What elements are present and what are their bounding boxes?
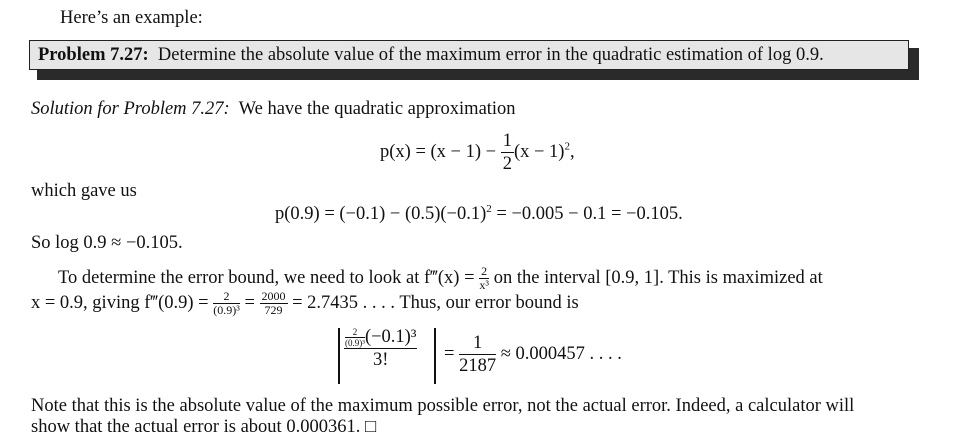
para-line1-a: To determine the error bound, we need to look at f‴(x) = xyxy=(58,267,475,288)
eq2-lhs: p(0.9) = (−0.1) − (0.5)(−0.1) xyxy=(275,204,487,224)
eq1-den: 2 xyxy=(502,154,512,174)
solution-label: Solution for Problem 7.27: xyxy=(31,99,230,119)
para-line2-f2-den: 729 xyxy=(264,303,283,317)
para-line2-eq: = xyxy=(244,292,255,313)
para-line1-b: on the interval [0.9, 1]. This is maximized at xyxy=(493,267,823,288)
eq2-rhs: = −0.005 − 0.1 = −0.105. xyxy=(491,204,683,224)
eq3-big-fraction xyxy=(344,326,417,371)
intro-text: Here’s an example: xyxy=(60,8,203,28)
note-line2-text: show that the actual error is about 0.000361. xyxy=(31,417,361,437)
note-line-1: Note that this is the absolute value of the maximum possible error, not the actual error. Indeed, a calculator will xyxy=(31,396,855,416)
absolute-bar-left xyxy=(338,328,340,384)
eq1-rhs: (x − 1) xyxy=(513,141,565,162)
so-line: So log 0.9 ≈ −0.105. xyxy=(31,233,183,253)
eq3-times: (−0.1)³ xyxy=(364,327,417,347)
eq3-eq: = xyxy=(444,343,455,364)
para-line1-num: 2 xyxy=(481,264,488,278)
eq3-approx: ≈ 0.000457 . . . . xyxy=(500,343,622,364)
eq3-fact: 3! xyxy=(372,350,389,371)
para-line2-fraction-2 xyxy=(260,290,288,317)
eq3-result-fraction xyxy=(459,332,496,377)
eq2-exp: 2 xyxy=(486,202,492,215)
note-line-2 xyxy=(31,416,376,438)
eq3-r-num: 1 xyxy=(459,332,496,355)
para-line2-f2-num: 2000 xyxy=(261,289,286,303)
para-line-2 xyxy=(31,290,579,317)
eq3-r-den: 2187 xyxy=(459,356,497,376)
equation-error-bound xyxy=(344,326,417,371)
solution-line xyxy=(31,98,516,120)
para-line-1 xyxy=(58,265,823,292)
problem-label: Problem 7.27: xyxy=(38,45,149,65)
eq1-num: 1 xyxy=(502,131,512,151)
equation-p09 xyxy=(275,203,683,225)
equation-error-result xyxy=(444,332,622,377)
eq3-inner-num: 2 xyxy=(345,327,365,338)
eq1-lhs: p(x) = (x − 1) − xyxy=(380,141,497,162)
eq1-tail: , xyxy=(569,141,575,162)
para-line1-fraction xyxy=(479,265,489,292)
para-line2-b: = 2.7435 . . . . Thus, our error bound is xyxy=(292,292,579,313)
eq3-inner-den: (0.9)³ xyxy=(345,338,365,349)
eq3-big-num xyxy=(344,326,417,349)
eq3-inner-fraction xyxy=(345,327,365,348)
para-line1-den: x³ xyxy=(479,278,489,292)
eq1-exp: 2 xyxy=(564,140,570,153)
which-gave-us: which gave us xyxy=(31,181,137,201)
equation-quadratic-approx xyxy=(380,130,575,175)
solution-text: We have the quadratic approximation xyxy=(238,99,516,119)
para-line2-f1-num: 2 xyxy=(213,290,240,304)
para-line2-a: x = 0.9, giving f‴(0.9) = xyxy=(31,292,209,313)
qed-square-icon: □ xyxy=(364,417,377,437)
absolute-bar-right xyxy=(434,328,436,384)
problem-text: Determine the absolute value of the maximum error in the quadratic estimation of log 0.9. xyxy=(157,45,824,65)
problem-statement xyxy=(38,44,824,66)
problem-box xyxy=(29,40,909,70)
eq1-fraction xyxy=(501,130,514,175)
para-line2-f1-den: (0.9)³ xyxy=(213,303,240,317)
para-line2-fraction-1 xyxy=(213,290,240,317)
